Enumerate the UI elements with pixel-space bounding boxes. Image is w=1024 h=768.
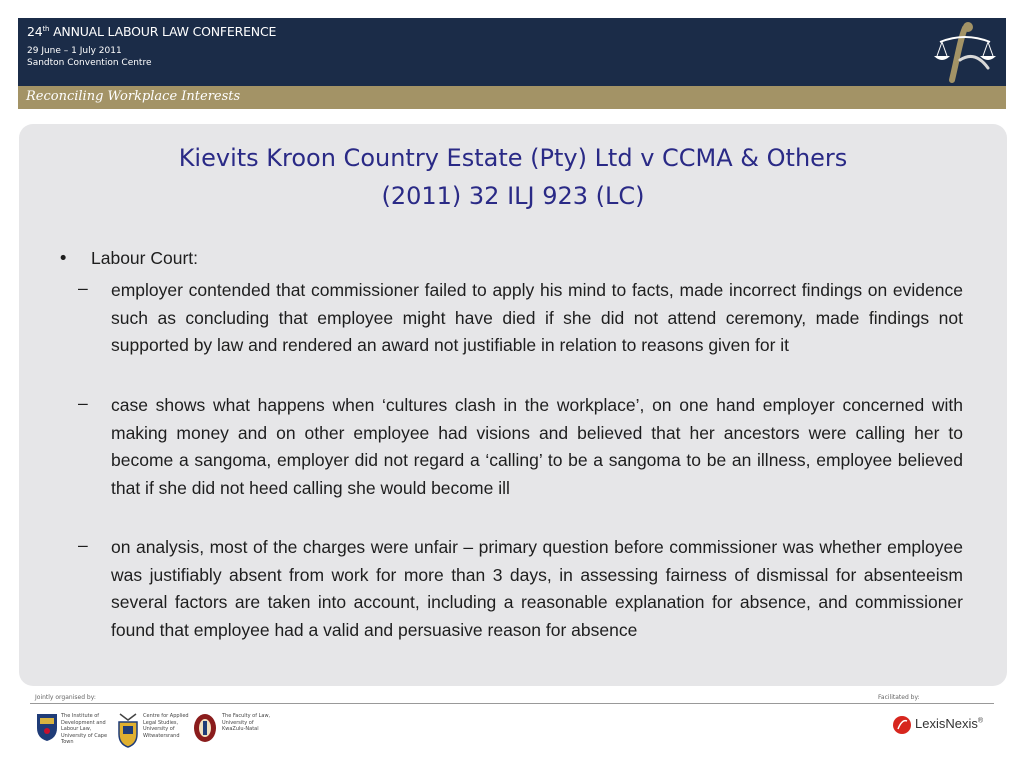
organiser-ukzn: The Faculty of Law, University of KwaZulu-Natal: [222, 713, 271, 732]
bullet-mark: •: [58, 249, 69, 269]
wits-crest-icon: [116, 712, 140, 748]
conference-title: 24th ANNUAL LABOUR LAW CONFERENCE: [27, 24, 277, 39]
conference-dates: 29 June – 1 July 2011: [27, 46, 122, 56]
lexisnexis-logo-icon: [892, 715, 912, 735]
slide-title-line2: (2011) 32 ILJ 923 (LC): [381, 182, 645, 210]
sponsor-name: LexisNexis®: [915, 716, 984, 731]
facilitator-label: Facilitated by:: [878, 694, 920, 701]
slide-title-line1: Kievits Kroon Country Estate (Pty) Ltd v CCMA & Others: [178, 144, 848, 172]
bullet-label: Labour Court:: [91, 248, 199, 268]
organisers-label: Jointly organised by:: [35, 694, 96, 701]
sub-point: on analysis, most of the charges were unfair – primary question before commissioner was whether employee was justifiably absent from work for more than 3 days, in assessing fairness of dismissal for absenteeism several factors are taken into account, including a reasonable explanation for absence, and commissioner found that employee had a valid and persuasive reason for absence: [111, 537, 963, 640]
uct-crest-icon: [36, 712, 58, 742]
sub-point: employer contended that commissioner failed to apply his mind to facts, made incorrect findings on evidence such as concluding that employee might have died if she did not attend ceremony, made findings not supported by law and rendered an award not justifiable in relation to reasons given for it: [111, 280, 963, 355]
organiser-uct: The Institute of Development and Labour Law, University of Cape Town: [61, 713, 108, 745]
scales-of-justice-logo: [930, 20, 1000, 84]
ukzn-crest-icon: [192, 712, 218, 744]
conference-venue: Sandton Convention Centre: [27, 58, 152, 68]
tagline: Reconciling Workplace Interests: [26, 89, 241, 104]
sub-point: case shows what happens when ‘cultures clash in the workplace’, on one hand employer concerned with making money and on other employee had visions and believed that her ancestors were calling her to become a sangoma, employer did not regard a ‘calling’ to be a sangoma to be an illness, employee believed that if she did not heed calling she would become ill: [111, 395, 963, 498]
header-banner: [18, 18, 1006, 86]
dash-marker: –: [78, 393, 88, 413]
organiser-wits: Centre for Applied Legal Studies, University of Witwatersrand: [143, 713, 189, 739]
dash-marker: –: [78, 278, 88, 298]
content-panel: [19, 124, 1007, 686]
footer-divider: [30, 703, 994, 704]
tagline-bar: [18, 86, 1006, 109]
dash-marker: –: [78, 535, 88, 555]
